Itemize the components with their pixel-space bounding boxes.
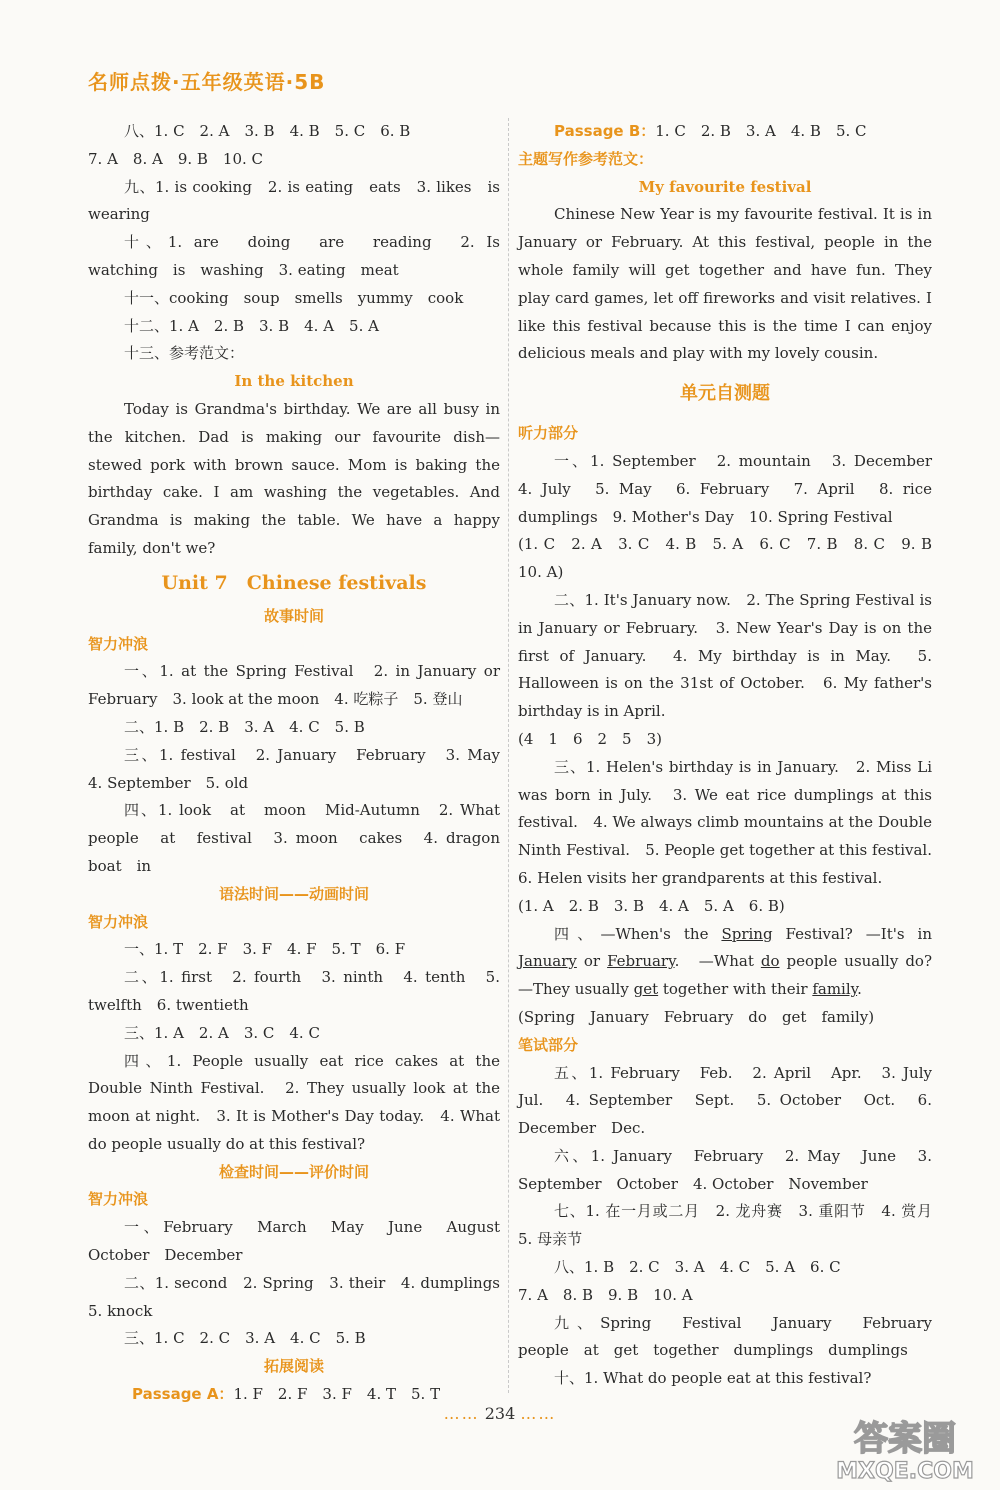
- answer-line: 八、1. C 2. A 3. B 4. B 5. C 6. B: [124, 122, 411, 140]
- answer-line: 九、Spring Festival January February people at get together dumplings dumplings: [518, 1313, 948, 1360]
- answer-line: (Spring January February do get family): [518, 1007, 875, 1026]
- topic-writing-label: 主题写作参考范文：: [518, 149, 654, 168]
- passage-answer: [518, 118, 932, 146]
- text-run: together with their: [658, 980, 813, 999]
- underlined-answer: February: [607, 952, 675, 971]
- answer-line: 十一、cooking soup smells yummy cook: [124, 288, 464, 307]
- answer-line: 五、1. February Feb. 2. April Apr. 3. July Jul. 4. September Sept. 5. October Oct. 6. December Dec.: [518, 1063, 948, 1138]
- answer-line: 十、1. What do people eat at this festival?: [554, 1369, 872, 1388]
- text-run: people usually do? —They usually: [518, 952, 932, 999]
- text-run: .: [857, 980, 862, 999]
- answer-line: 一、February March May June August October December: [88, 1218, 516, 1265]
- answer-line: 二、1. second 2. Spring 3. their 4. dumplings 5. knock: [88, 1273, 516, 1320]
- answer-line: 七、1. 在一月或二月 2. 龙舟赛 3. 重阳节 4. 赏月 5. 母亲节: [518, 1202, 948, 1249]
- right-column: [518, 118, 948, 1393]
- answer-line: 三、1. A 2. A 3. C 4. C: [124, 1023, 320, 1042]
- underlined-answer: get: [633, 980, 659, 999]
- answer-line: 一、1. T 2. F 3. F 4. F 5. T 6. F: [124, 940, 406, 959]
- unit-title: Unit 7 Chinese festivals: [161, 571, 427, 594]
- answer-line: 二、1. It's January now. 2. The Spring Festival is in January or February. 3. New Year's Day is on the first of January. 4. My birthday is in May. 5. Halloween is on the 31st of October. 6. My father's birthday is in April.: [518, 590, 932, 721]
- answer-line: (1. C 2. A 3. C 4. B 5. A 6. C 7. B 8. C 9. B 10. A): [518, 535, 948, 582]
- footer-dots: ……: [443, 1404, 480, 1423]
- answer-line: 二、1. B 2. B 3. A 4. C 5. B: [124, 717, 365, 736]
- answer-line: 二、1. first 2. fourth 3. ninth 4. tenth 5. twelfth 6. twentieth: [88, 968, 500, 1014]
- text-run: or: [576, 952, 608, 971]
- text-run: . —What: [674, 952, 761, 971]
- underlined-answer: family: [812, 980, 858, 999]
- left-column: [88, 118, 516, 1409]
- answer-line: 一、1. at the Spring Festival 2. in January or February 3. look at the moon 4. 吃粽子 5. 登山: [88, 662, 500, 709]
- underlined-answer: January: [518, 952, 577, 971]
- text-run: Festival? —It's in: [772, 924, 932, 943]
- essay-body: Chinese New Year is my favourite festival. It is in January or February. At this festival, people in the whole family will get together and have fun. They play card games, let off fireworks and visit relatives. I like this festival because this is the time I can enjoy delicious meals and play with my lovely cousin.: [518, 205, 932, 363]
- subsection-title: 智力冲浪: [88, 1190, 149, 1209]
- answer-line: 十二、1. A 2. B 3. B 4. A 5. A: [124, 316, 379, 335]
- passage-answers: 1. C 2. B 3. A 4. B 5. C: [655, 122, 867, 140]
- page-number: 234: [484, 1404, 516, 1423]
- watermark-chinese: 答案圈: [854, 1419, 956, 1459]
- answer-line: (4 1 6 2 5 3): [518, 729, 662, 748]
- answer-line: 7. A 8. B 9. B 10. A: [518, 1285, 693, 1304]
- passage-answers: 1. F 2. F 3. F 4. T 5. T: [233, 1385, 441, 1404]
- underlined-answer: Spring: [721, 924, 773, 943]
- section-title: 检查时间——评价时间: [218, 1162, 369, 1181]
- dialogue-answer: [518, 921, 932, 1004]
- answer-line: 四、1. look at moon Mid-Autumn 2. What people at festival 3. moon cakes 4. dragon boat in: [88, 801, 516, 875]
- subsection-title: 智力冲浪: [88, 634, 149, 653]
- watermark-url: MXQE.COM: [836, 1459, 974, 1484]
- answer-line: 四、1. People usually eat rice cakes at the Double Ninth Festival. 2. They usually look at the moon at night. 3. It is Mother's Day today. 4. What do people usually do at this festival?: [88, 1051, 500, 1153]
- footer-dots: ……: [520, 1404, 557, 1423]
- essay-body: Today is Grandma's birthday. We are all busy in the kitchen. Dad is making our favourite dish—stewed pork with brown sauce. Mom is baking the birthday cake. I am washing the vegetables. And Grandma is making the table. We have a happy family, don't we?: [88, 399, 500, 557]
- answer-line: 三、1. festival 2. January February 3. May 4. September 5. old: [88, 745, 516, 792]
- passage-label: Passage A：: [132, 1385, 234, 1404]
- answer-line: 一、1. September 2. mountain 3. December 4. July 5. May 6. February 7. April 8. rice dumplings 9. Mother's Day 10. Spring Festival: [518, 451, 948, 526]
- section-title: 拓展阅读: [263, 1357, 324, 1376]
- written-section-title: 笔试部分: [518, 1035, 579, 1054]
- section-title: 语法时间——动画时间: [218, 884, 369, 903]
- answer-line: 7. A 8. A 9. B 10. C: [88, 149, 264, 168]
- answer-line: 三、1. Helen's birthday is in January. 2. Miss Li was born in July. 3. We eat rice dumplings at this festival. 4. We always climb mountains at the Double Ninth Festival. 5. People get together at this festival. 6. Helen visits her grandparents at this festival.: [518, 757, 948, 887]
- listening-section-title: 听力部分: [518, 424, 579, 443]
- answer-line: 三、1. C 2. C 3. A 4. C 5. B: [124, 1329, 366, 1348]
- text-run: 四、—When's the: [554, 924, 722, 943]
- unit-test-title: 单元自测题: [680, 383, 770, 405]
- essay-title: My favourite festival: [638, 177, 812, 196]
- passage-label: Passage B：: [554, 122, 656, 140]
- subsection-title: 智力冲浪: [88, 912, 149, 931]
- section-title: 故事时间: [263, 606, 324, 625]
- answer-line: 十三、参考范文：: [124, 344, 245, 363]
- answer-line: 九、1. is cooking 2. is eating eats 3. likes is wearing: [88, 177, 500, 224]
- answer-line: 六、1. January February 2. May June 3. September October 4. October November: [518, 1146, 932, 1193]
- watermark-logo: [820, 1412, 990, 1484]
- essay-title: In the kitchen: [234, 372, 354, 391]
- underlined-answer: do: [760, 952, 780, 971]
- page-header: 名师点拨·五年级英语·5B: [88, 70, 326, 94]
- answer-line: 八、1. B 2. C 3. A 4. C 5. A 6. C: [554, 1258, 841, 1277]
- answer-line: 十、1. are doing are reading 2. Is watching is washing 3. eating meat: [88, 233, 516, 279]
- answer-line: (1. A 2. B 3. B 4. A 5. A 6. B): [518, 896, 785, 915]
